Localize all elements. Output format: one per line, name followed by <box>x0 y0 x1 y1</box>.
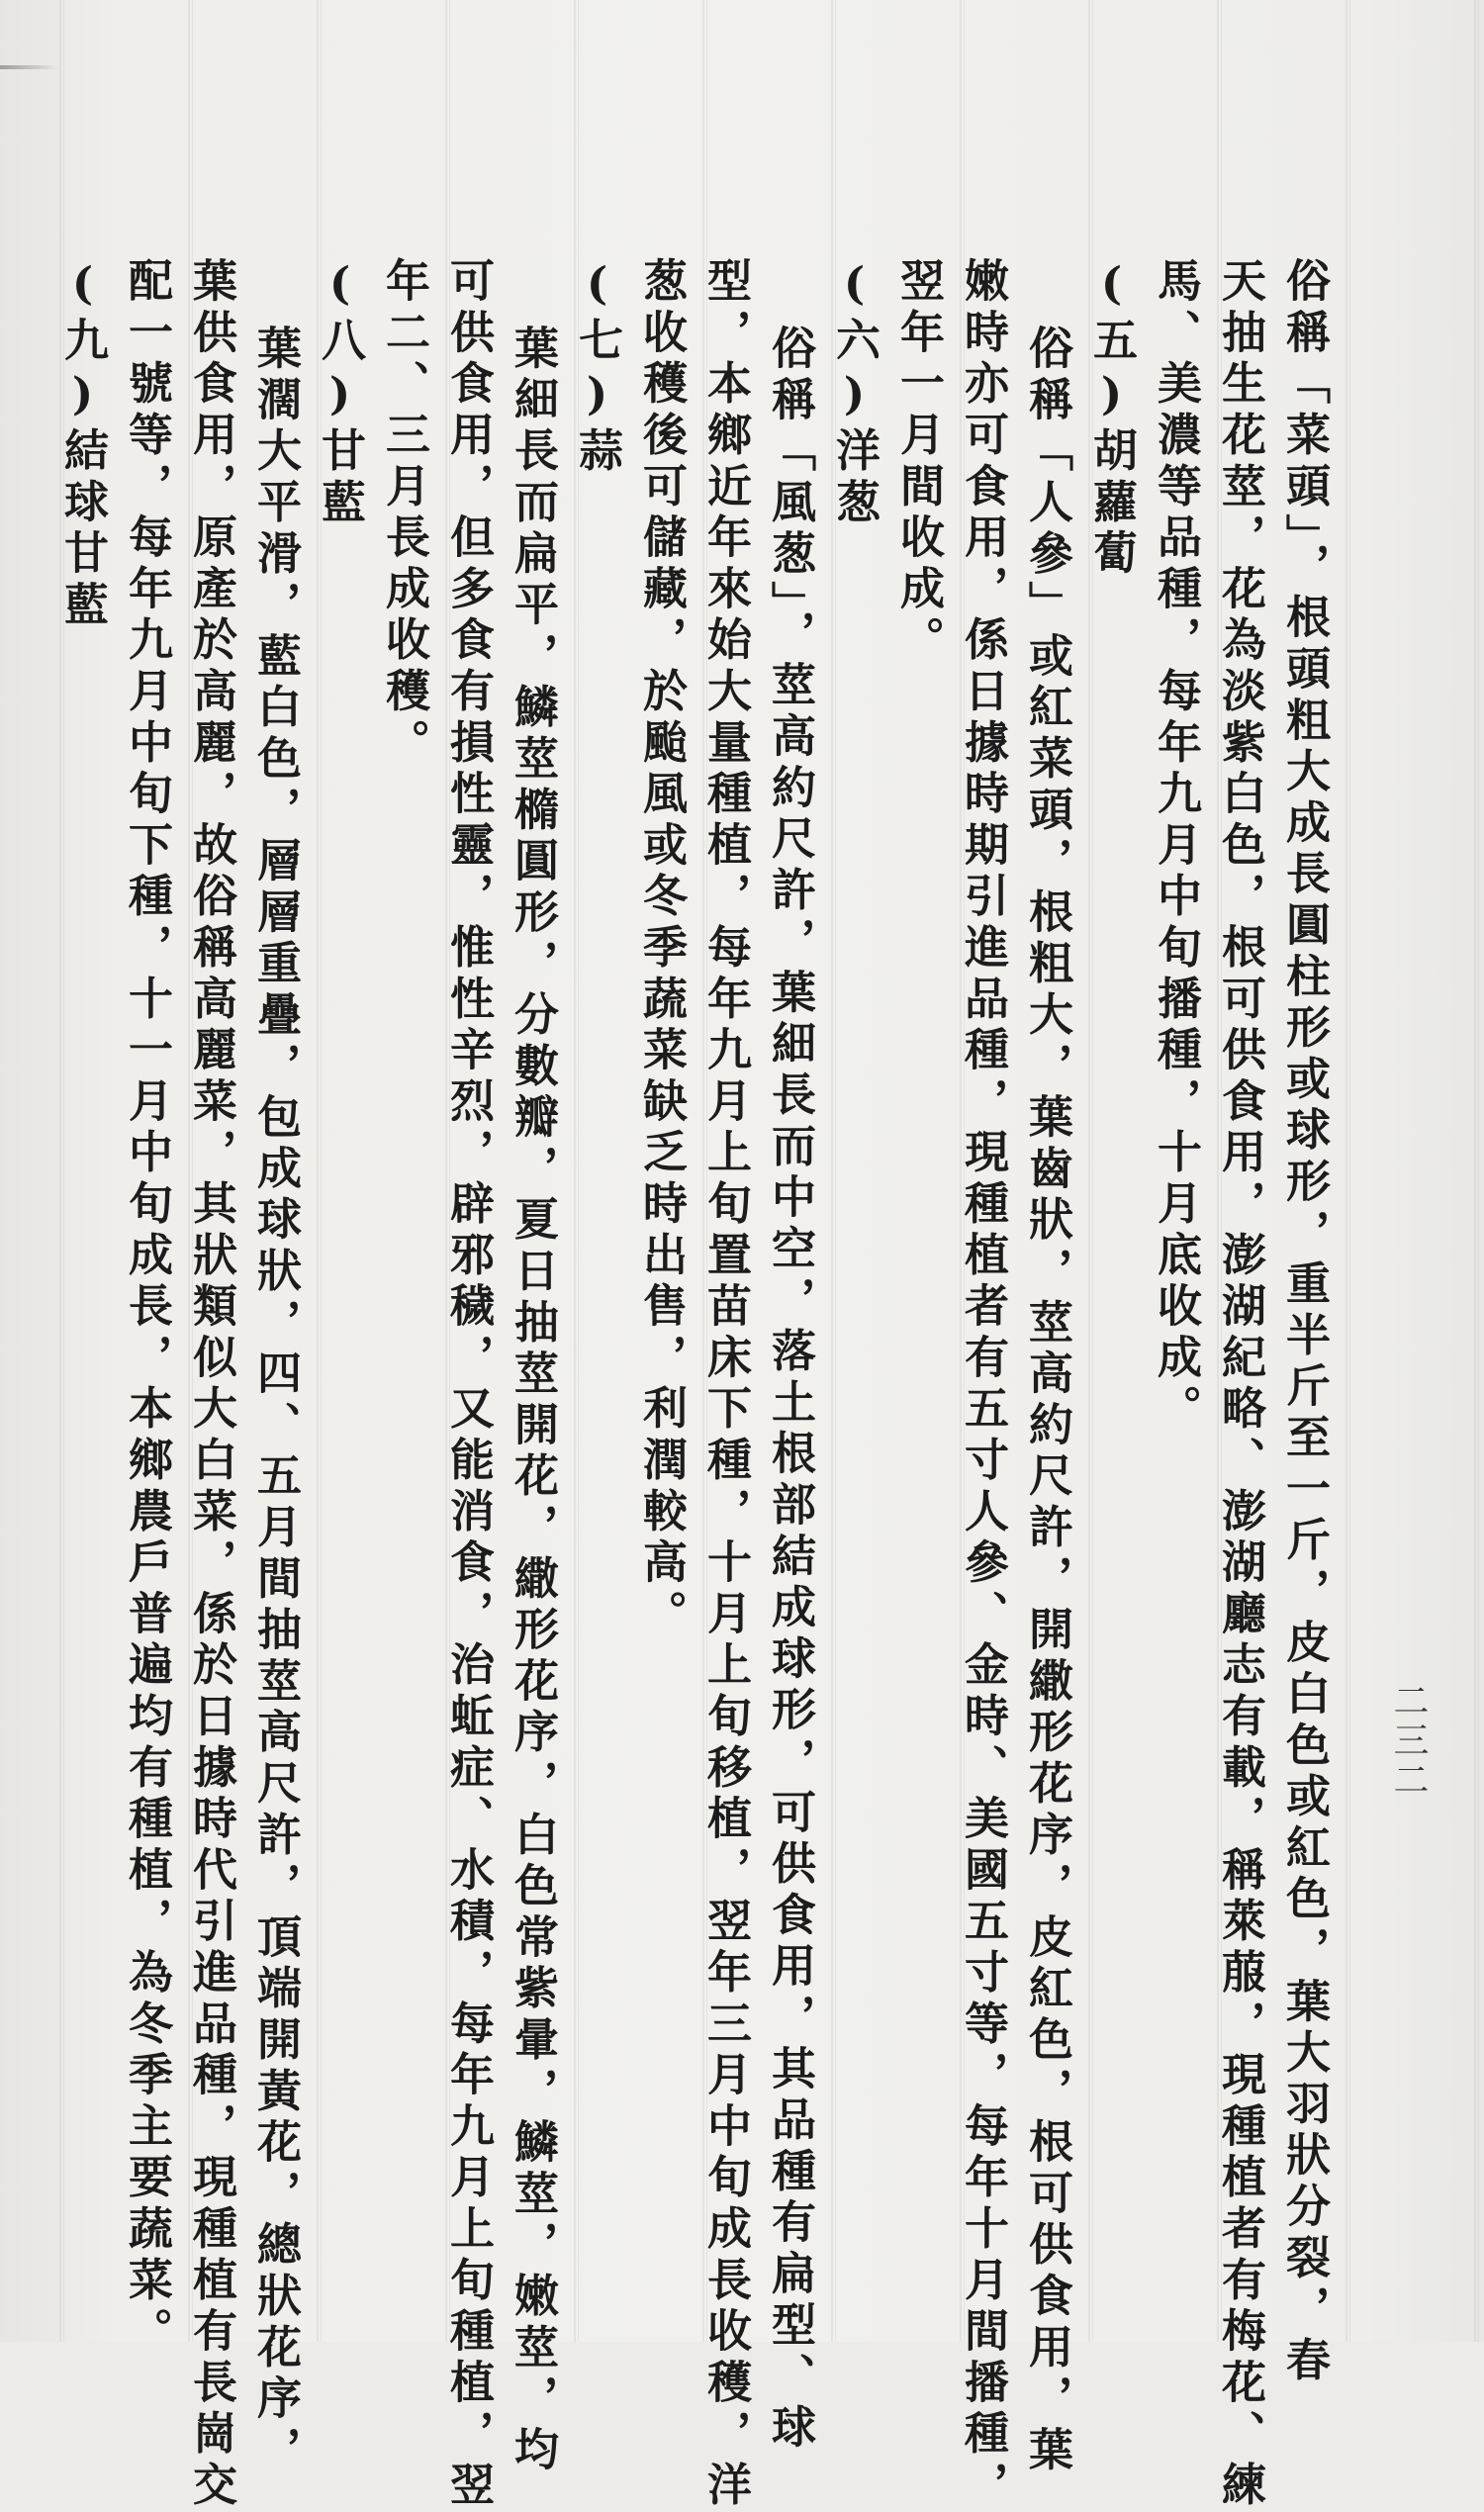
section-heading-garlic: (七)蒜 <box>571 257 623 479</box>
text-column-9: 俗稱「風葱」，莖高約尺許，葉細長而中空，落土根部結成球形，可供食用，其品種有扁型、球 <box>764 325 816 2456</box>
text-column-5: 俗稱「人參」或紅菜頭，根粗大，葉齒狀，莖高約尺許，開繖形花序，皮紅色，根可供食用，葉 <box>1021 325 1073 2477</box>
text-column-11: 葱收穫後可儲藏，於颱風或冬季蔬菜缺乏時出售，利潤較高。 <box>635 257 688 1641</box>
text-column-19: 配一號等，每年九月中旬下種，十一月中旬成長，本鄉農戶普遍均有種植，為冬季主要蔬菜。 <box>121 257 173 2359</box>
text-column-10: 型，本鄉近年來始大量種植，每年九月上旬置苗床下種，十月上旬移植，翌年三月中旬成長收穫，洋 <box>699 257 752 2512</box>
edge-mark <box>0 65 59 69</box>
section-heading-carrot: (五)胡蘿蔔 <box>1085 257 1138 581</box>
text-column-6: 嫩時亦可食用，係日據時期引進品種，現種植者有五寸人參、金時、美國五寸等，每年十月間播種， <box>957 257 1009 2512</box>
text-column-7: 翌年一月間收成。 <box>892 257 945 668</box>
text-column-18: 葉供食用，原產於高麗，故俗稱高麗菜，其狀類似大白菜，係於日據時代引進品種，現種植有長崗交 <box>185 257 237 2512</box>
text-column-15: 年二、三月長成收穫。 <box>378 257 430 770</box>
text-column-14: 可供食用，但多食有損性靈，惟性辛烈，辟邪穢，又能消食，治蚯症、水積，每年九月上旬種植，翌 <box>442 257 495 2512</box>
section-heading-head-cabbage: (九)結球甘藍 <box>56 257 109 632</box>
page-number: 二三二 <box>1388 1682 1429 1801</box>
text-column-17: 葉濶大平滑，藍白色，層層重疊，包成球狀，四、五月間抽莖高尺許，頂端開黃花，總狀花序， <box>249 325 302 2477</box>
text-column-3: 馬、美濃等品種，每年九月中旬播種，十月底收成。 <box>1150 257 1202 1437</box>
section-heading-cabbage: (八)甘藍 <box>314 257 366 529</box>
section-heading-onion: (六)洋葱 <box>828 257 881 529</box>
text-column-13: 葉細長而扁平，鱗莖橢圓形，分數瓣，夏日抽莖開花，繖形花序，白色常紫暈，鱗莖，嫩莖，均 <box>507 325 559 2477</box>
text-column-2: 天抽生花莖，花為淡紫白色，根可供食用，澎湖紀略、澎湖廳志有載，稱萊菔，現種植者有梅花、練 <box>1214 257 1266 2512</box>
text-column-1: 俗稱「菜頭」，根頭粗大成長圓柱形或球形，重半斤至一斤，皮白色或紅色，葉大羽狀分裂，春 <box>1278 257 1331 2388</box>
